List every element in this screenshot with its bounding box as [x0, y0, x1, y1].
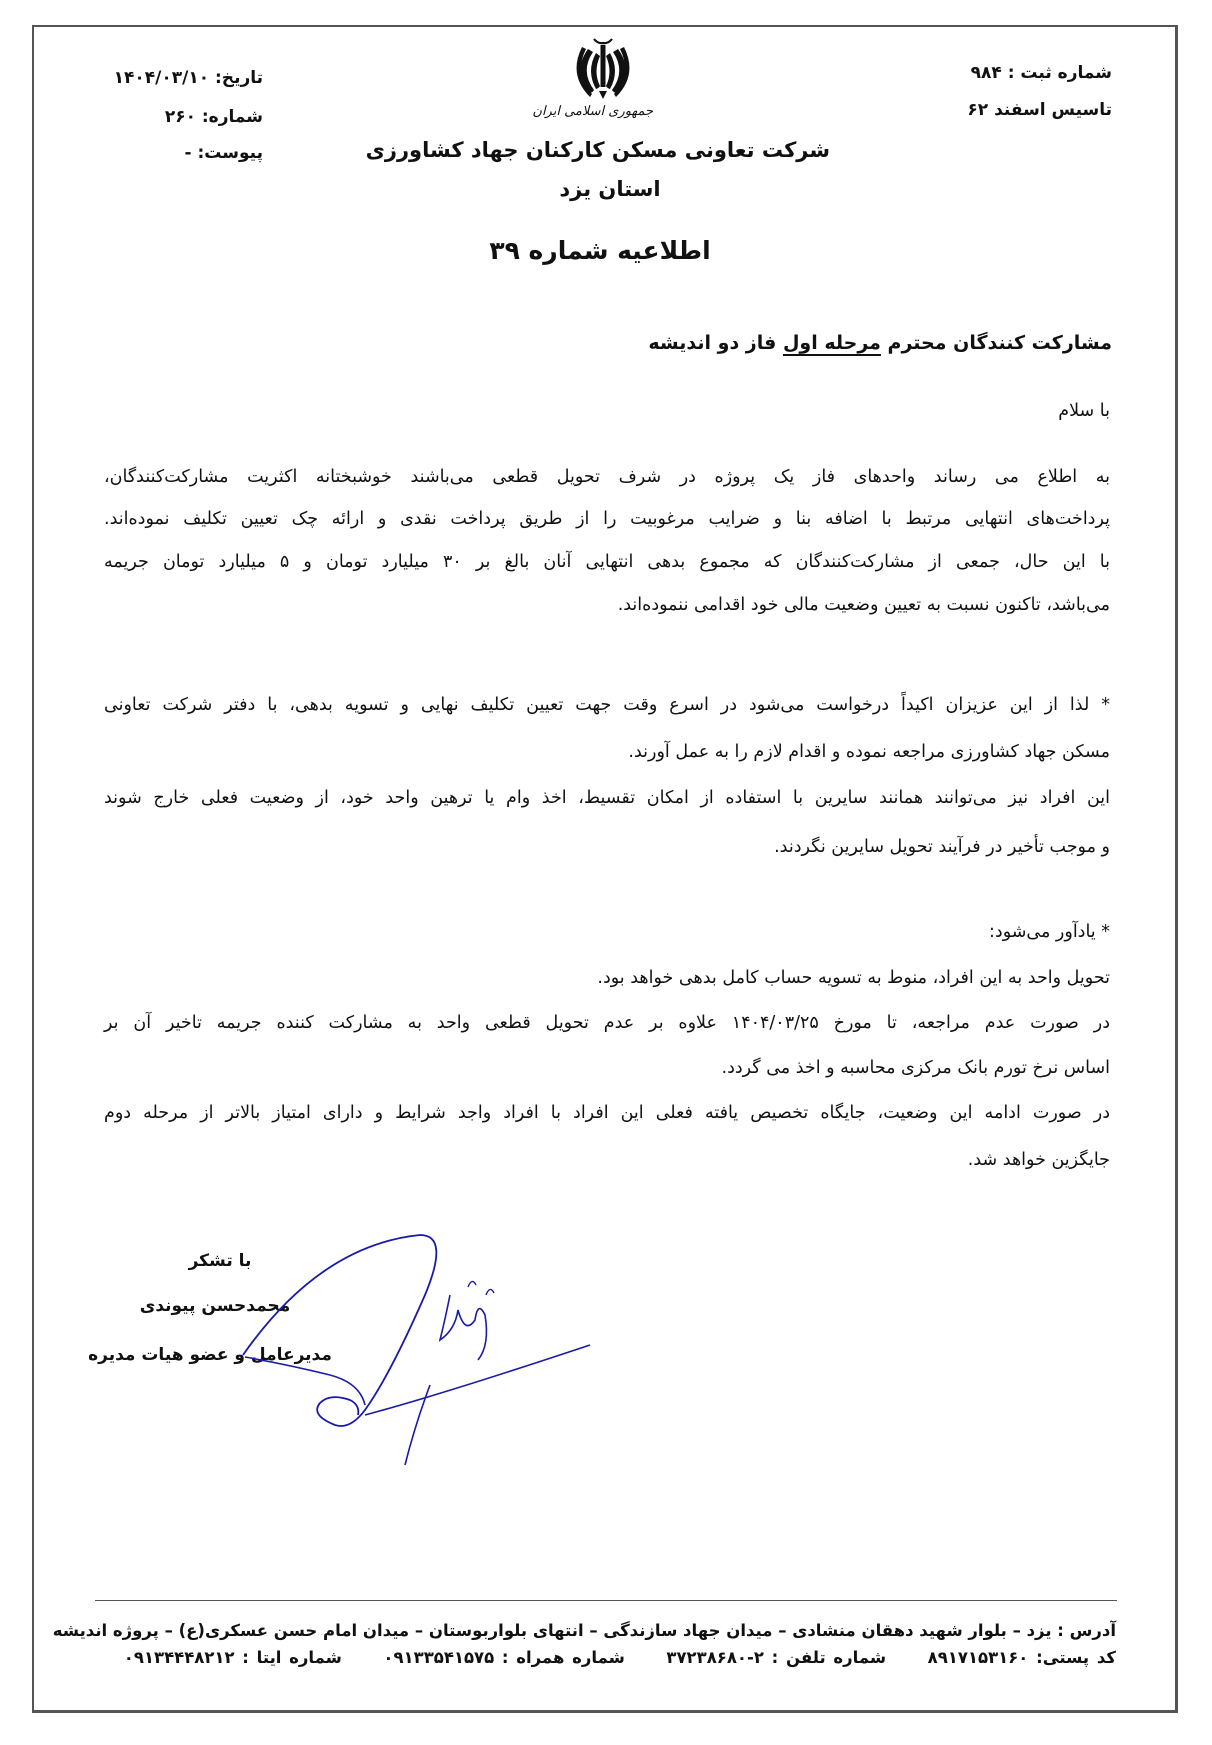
paragraph-3-line: اساس نرخ تورم بانک مرکزی محاسبه و اخذ می گردد.	[721, 1058, 1110, 1078]
letter-date: تاریخ: ۱۴۰۴/۰۳/۱۰	[113, 68, 263, 88]
signatory-role: مدیرعامل و عضو هیات مدیره	[88, 1345, 332, 1365]
province-name: استان یزد	[559, 177, 661, 201]
notice-title: اطلاعیه شماره ۳۹	[489, 236, 711, 265]
paragraph-2-line: مسکن جهاد کشاورزی مراجعه نموده و اقدام لازم را به عمل آورند.	[628, 742, 1110, 762]
page-border	[32, 25, 1178, 1713]
closing-thanks: با تشکر	[188, 1251, 252, 1271]
company-name: شرکت تعاونی مسکن کارکنان جهاد کشاورزی	[365, 138, 830, 162]
paragraph-3-line: در صورت عدم مراجعه، تا مورخ ۱۴۰۴/۰۳/۲۵ علاوه بر عدم تحویل قطعی واحد به مشارکت کننده جریمه تاخیر آن بر	[104, 1013, 1110, 1033]
footer-mobile: شماره همراه : ۰۹۱۳۳۵۴۱۵۷۵	[383, 1648, 625, 1667]
footer-address: آدرس : یزد – بلوار شهید دهقان منشادی – میدان جهاد سازندگی – انتهای بلواربوستان – میدان امام حسن عسکری(ع) – پروژه اندیشه	[52, 1621, 1116, 1640]
salutation	[648, 332, 1112, 354]
paragraph-2-line: و موجب تأخیر در فرآیند تحویل سایرین نگردند.	[774, 837, 1110, 857]
paragraph-3-line: جایگزین خواهد شد.	[967, 1150, 1110, 1170]
registration-number: شماره ثبت : ۹۸۴	[970, 63, 1112, 83]
salutation-stage: مرحله اول	[782, 332, 881, 354]
paragraph-3-line: در صورت ادامه این وضعیت، جایگاه تخصیص یافته فعلی این افراد با افراد واجد شرایط و دارای امتیاز بالاتر از مرحله دوم	[104, 1103, 1110, 1123]
paragraph-1-line: می‌باشد، تاکنون نسبت به تعیین وضعیت مالی خود اقدامی ننموده‌اند.	[617, 595, 1110, 615]
paragraph-3-line: * یادآور می‌شود:	[989, 922, 1110, 942]
salutation-start: مشارکت کنندگان محترم	[880, 332, 1112, 354]
signatory-name: محمدحسن پیوندی	[139, 1296, 291, 1316]
established-date: تاسیس اسفند ۶۲	[967, 100, 1112, 120]
footer-phone: شماره تلفن : ۲-۳۷۲۳۸۶۸۰	[666, 1648, 887, 1667]
letter-attachment: پیوست: -	[184, 143, 263, 163]
salutation-end: فاز دو اندیشه	[648, 332, 783, 354]
footer-postal-code: کد پستی: ۸۹۱۷۱۵۳۱۶۰	[927, 1648, 1116, 1667]
greeting: با سلام	[1058, 401, 1110, 421]
emblem-caption: جمهوری اسلامی ایران	[532, 104, 653, 119]
paragraph-1-line: به اطلاع می رساند واحدهای فاز یک پروژه در شرف تحویل قطعی می‌باشند خوشبختانه اکثریت مشارکت‌کنندگان،	[104, 467, 1110, 487]
paragraph-2-line: این افراد نیز می‌توانند همانند سایرین با استفاده از امکان تقسیط، اخذ وام یا ترهین واحد خود، از وضعیت فعلی خارج شوند	[104, 788, 1110, 808]
paragraph-1-line: پرداخت‌های انتهایی مرتبط با اضافه بنا و ضرایب مرغوبیت را از طریق پرداخت نقدی و ارائه چک تعیین تکلیف نموده‌اند.	[104, 509, 1110, 529]
letter-number: شماره: ۲۶۰	[164, 107, 263, 127]
footer-contacts	[124, 1648, 1116, 1667]
footer-eitaa: شماره ایتا : ۰۹۱۳۴۴۴۸۲۱۲	[123, 1648, 342, 1667]
paragraph-2-line: * لذا از این عزیزان اکیداً درخواست می‌شود در اسرع وقت جهت تعیین تکلیف نهایی و تسویه بدهی، با دفتر شرکت تعاونی	[104, 695, 1110, 715]
handwritten-signature	[240, 1225, 600, 1470]
paragraph-1-line: با این حال، جمعی از مشارکت‌کنندگان که مجموع بدهی انتهایی آنان بالغ بر ۳۰ میلیارد تومان و ۵ میلیارد تومان جریمه	[104, 552, 1110, 572]
iran-emblem-icon	[572, 33, 634, 101]
paragraph-3-line: تحویل واحد به این افراد، منوط به تسویه حساب کامل بدهی خواهد بود.	[597, 968, 1110, 988]
footer-divider	[95, 1600, 1117, 1601]
